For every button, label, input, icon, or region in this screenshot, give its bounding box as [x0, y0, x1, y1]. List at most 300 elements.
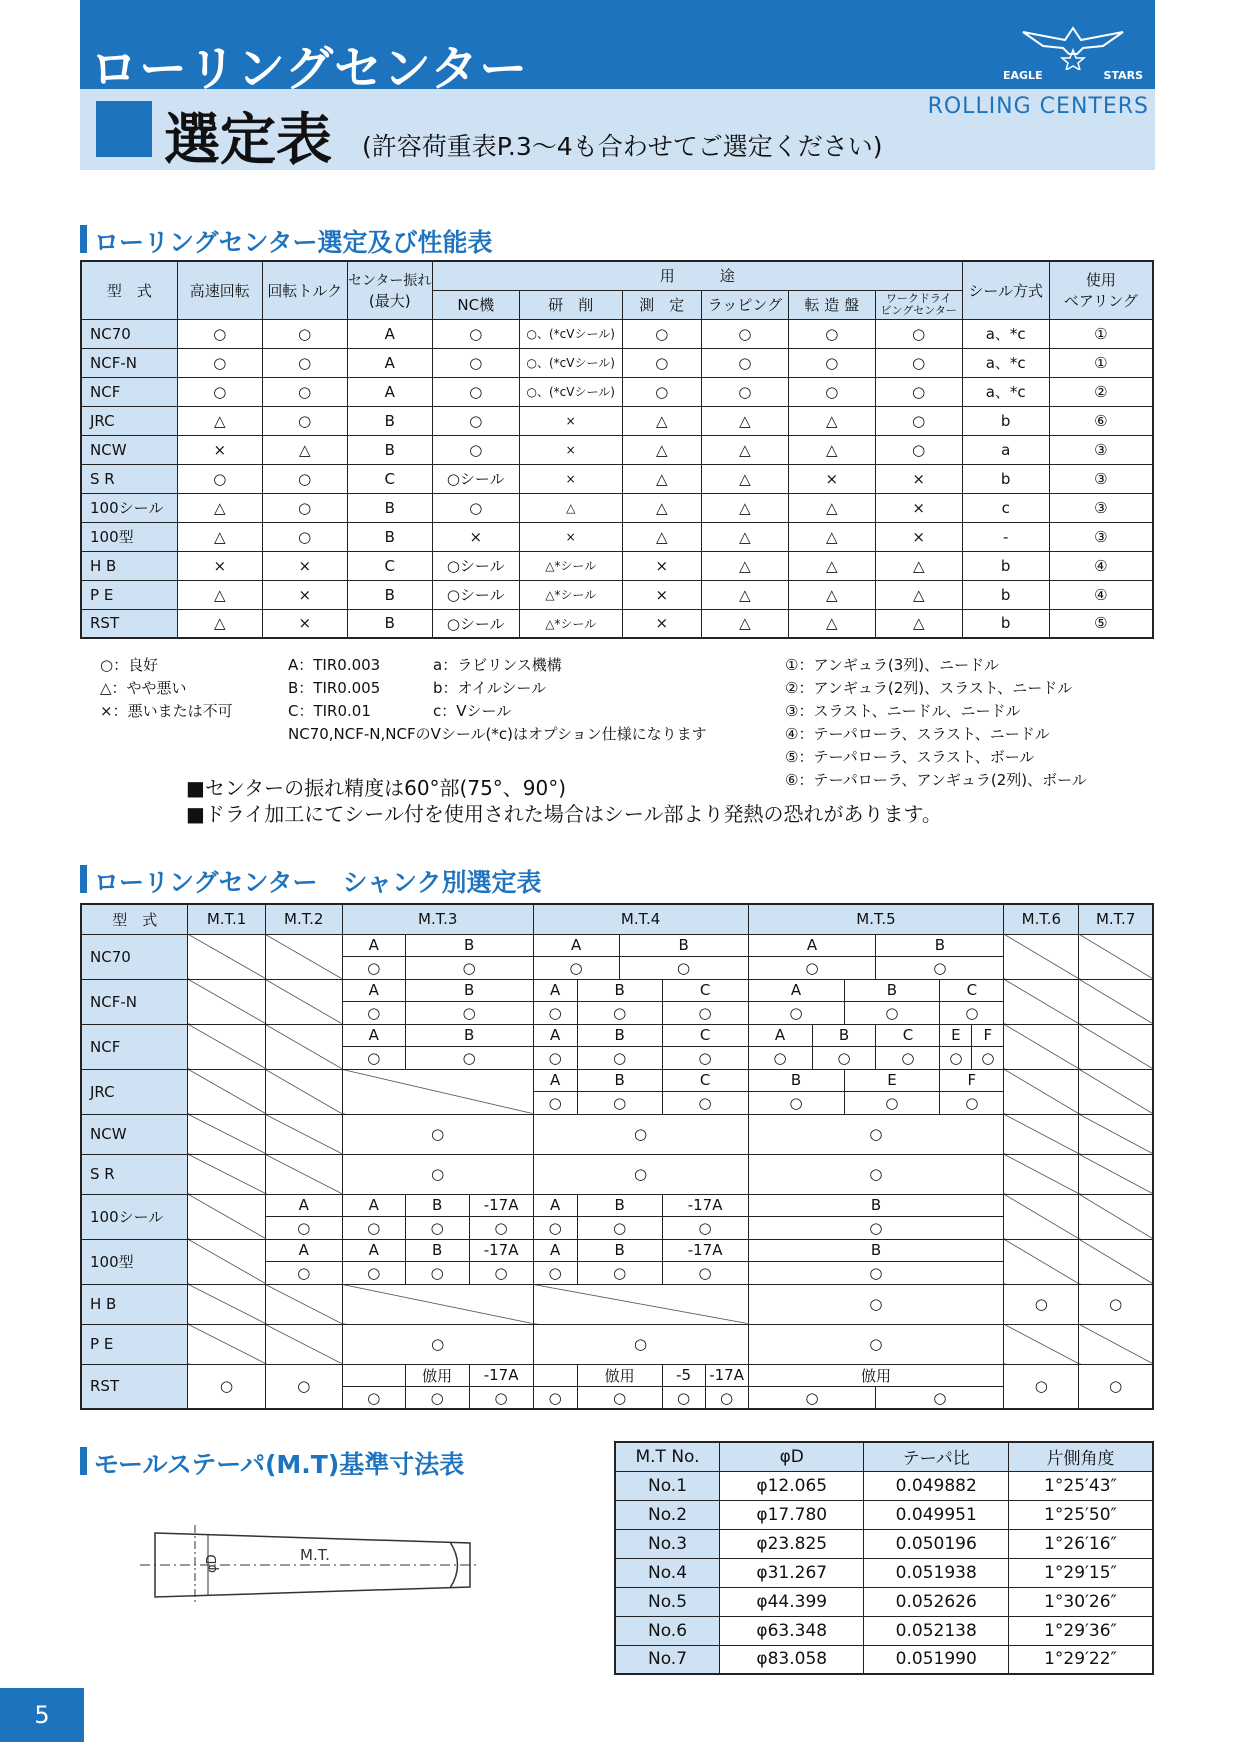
value-cell: A: [347, 319, 432, 348]
note-dry: ■ドライ加工にてシール付を使用された場合はシール部より発熱の恐れがあります。: [186, 802, 942, 826]
shank-na: [1079, 1324, 1153, 1364]
hdr-bearing-b: ベアリング: [1063, 292, 1138, 311]
performance-row: [81, 464, 1153, 493]
value-cell: ○: [262, 406, 347, 435]
shank-label: B: [577, 1194, 662, 1217]
shank-ok: ○: [405, 1047, 533, 1070]
shank-model-ncw: NCW: [81, 1114, 188, 1154]
hdr-roll: 転 造 盤: [788, 290, 875, 319]
hdr-torque: 回転トルク: [262, 261, 347, 319]
value-cell: △: [788, 522, 875, 551]
shank-na: [188, 1324, 265, 1364]
value-cell: ○: [432, 493, 519, 522]
value-cell: ③: [1049, 464, 1153, 493]
shank-label: B: [748, 1069, 844, 1092]
shank-ok: ○: [342, 1262, 405, 1285]
shank-na: [1079, 934, 1153, 979]
value-cell: ⑤: [1049, 609, 1153, 638]
model-cell: JRC: [81, 406, 177, 435]
shank-label: A: [533, 1239, 577, 1262]
hdr-runout: [347, 261, 432, 319]
shank-na: [1004, 1114, 1079, 1154]
mt-value-cell: φ23.825: [720, 1529, 864, 1558]
shank-na: [1004, 1194, 1079, 1239]
shank-ok: ○: [972, 1047, 1004, 1070]
shank-ok: ○: [876, 957, 1004, 980]
mt-value-cell: 0.049882: [864, 1471, 1009, 1500]
hdr-runout-main: センター振れ: [347, 272, 432, 289]
shank-model-rst: RST: [81, 1364, 188, 1409]
value-cell: ×: [519, 522, 622, 551]
shank-hdr-mt5: M.T.5: [748, 904, 1004, 934]
shank-label: C: [662, 979, 748, 1002]
value-cell: ④: [1049, 551, 1153, 580]
legend-good: ○：良好: [100, 656, 159, 674]
value-cell: ○: [432, 406, 519, 435]
legend-seal-c: c：Vシール: [433, 702, 512, 720]
value-cell: ×: [622, 580, 701, 609]
shank-label: C: [662, 1069, 748, 1092]
shank-label: -17A: [469, 1194, 533, 1217]
shank-model-jrc: JRC: [81, 1069, 188, 1114]
mt-value-cell: 1°25′50″: [1009, 1500, 1154, 1529]
hdr-usage: 用 途: [432, 261, 962, 290]
value-cell: △: [177, 580, 262, 609]
shank-ok: ○: [577, 1387, 662, 1410]
shank-ok: ○: [577, 1047, 662, 1070]
shank-ok: ○: [940, 1092, 1004, 1115]
shank-label: -17A: [469, 1364, 533, 1387]
value-cell: △: [701, 551, 788, 580]
shank-ok: ○: [1079, 1364, 1153, 1409]
shank-na: [1079, 1154, 1153, 1194]
value-cell: ○: [262, 493, 347, 522]
value-cell: △: [788, 493, 875, 522]
shank-blank: [342, 1364, 405, 1387]
shank-table: [80, 903, 1154, 1410]
value-cell: △: [622, 464, 701, 493]
shank-ok: ○: [748, 1092, 844, 1115]
shank-label: B: [577, 1069, 662, 1092]
shank-ok: ○: [533, 1002, 577, 1025]
model-cell: NCF: [81, 377, 177, 406]
legend-bearing-1: ①：アンギュラ(3列)、ニードル: [785, 656, 1000, 674]
shank-label: A: [342, 1024, 405, 1047]
value-cell: ○: [701, 348, 788, 377]
diagram-mt-label: M.T.: [300, 1546, 330, 1564]
hdr-workdry-a: ワークドライ: [885, 291, 952, 305]
shank-ok: ○: [844, 1092, 940, 1115]
value-cell: ○、(*cVシール): [519, 348, 622, 377]
logo-left-text: EAGLE: [1003, 69, 1043, 82]
shank-label: A: [748, 979, 844, 1002]
shank-na: [1079, 979, 1153, 1024]
value-cell: ○: [875, 377, 962, 406]
hdr-seal: シール方式: [962, 261, 1049, 319]
legend-tir-a: A：TIR0.003: [288, 656, 381, 674]
value-cell: △: [177, 493, 262, 522]
value-cell: ×: [622, 609, 701, 638]
value-cell: △*シール: [519, 580, 622, 609]
shank-na: [1079, 1069, 1153, 1114]
shank-label: B: [577, 1239, 662, 1262]
section-shank-title: ローリングセンター シャンク別選定表: [80, 863, 542, 899]
shank-na: [188, 979, 265, 1024]
shank-ok: ○: [533, 1262, 577, 1285]
mt-no-cell: No.1: [615, 1471, 720, 1500]
value-cell: a、*c: [962, 377, 1049, 406]
value-cell: B: [347, 522, 432, 551]
legend-tir: [288, 654, 380, 723]
shank-label: A: [533, 1024, 577, 1047]
shank-na: [188, 1239, 265, 1284]
shank-na: [1004, 934, 1079, 979]
legend-bad: ×：悪いまたは不可: [100, 702, 233, 720]
shank-ok: ○: [1004, 1364, 1079, 1409]
shank-ok: ○: [405, 957, 533, 980]
value-cell: ×: [519, 464, 622, 493]
performance-row: [81, 377, 1153, 406]
shank-label: A: [342, 1194, 405, 1217]
mt-value-cell: 0.052138: [864, 1616, 1009, 1645]
value-cell: △: [875, 551, 962, 580]
shank-label: B: [748, 1194, 1004, 1217]
value-cell: ①: [1049, 348, 1153, 377]
value-cell: ○: [875, 319, 962, 348]
model-cell: NCW: [81, 435, 177, 464]
shank-label: A: [533, 979, 577, 1002]
value-cell: △*シール: [519, 609, 622, 638]
value-cell: ×: [262, 551, 347, 580]
shank-ok: ○: [748, 1002, 844, 1025]
shank-ok: ○: [748, 957, 876, 980]
legend-bearing-4: ④：テーパローラ、スラスト、ニードル: [785, 725, 1050, 743]
value-cell: ○: [432, 377, 519, 406]
mt-row: [615, 1558, 1153, 1587]
value-cell: ×: [875, 464, 962, 493]
value-cell: △: [875, 609, 962, 638]
value-cell: ③: [1049, 522, 1153, 551]
shank-label: -17A: [662, 1239, 748, 1262]
value-cell: ○: [875, 406, 962, 435]
shank-label: F: [972, 1024, 1004, 1047]
mt-value-cell: 1°29′15″: [1009, 1558, 1154, 1587]
value-cell: A: [347, 377, 432, 406]
shank-label: -5: [662, 1364, 705, 1387]
mt-row: [615, 1587, 1153, 1616]
value-cell: △: [701, 464, 788, 493]
shank-ok: ○: [876, 1387, 1004, 1410]
diagram-d-label: φD: [205, 1554, 220, 1573]
value-cell: A: [347, 348, 432, 377]
value-cell: ○: [622, 348, 701, 377]
shank-ok: ○: [342, 1114, 533, 1154]
legend-bearing-2: ②：アンギュラ(2列)、スラスト、ニードル: [785, 679, 1073, 697]
shank-ok: ○: [748, 1047, 812, 1070]
shank-ok: ○: [342, 1387, 405, 1410]
value-cell: ○: [262, 377, 347, 406]
shank-ok: ○: [533, 1154, 748, 1194]
value-cell: ×: [262, 609, 347, 638]
mt-table: [614, 1441, 1154, 1675]
shank-model-100seal: 100シール: [81, 1194, 188, 1239]
shank-label: A: [748, 934, 876, 957]
value-cell: △: [788, 435, 875, 464]
model-cell: 100型: [81, 522, 177, 551]
shank-ok: ○: [577, 1262, 662, 1285]
mt-no-cell: No.3: [615, 1529, 720, 1558]
value-cell: △: [701, 609, 788, 638]
mt-value-cell: 1°26′16″: [1009, 1529, 1154, 1558]
value-cell: ×: [177, 551, 262, 580]
shank-ok: ○: [1079, 1284, 1153, 1324]
hdr-bearing: [1049, 261, 1153, 319]
legend-seal-a: a：ラビリンス機構: [433, 656, 562, 674]
value-cell: B: [347, 435, 432, 464]
performance-row: [81, 348, 1153, 377]
value-cell: △: [622, 435, 701, 464]
shank-ok: ○: [405, 1387, 469, 1410]
shank-na: [188, 1154, 265, 1194]
shank-ok: ○: [533, 1092, 577, 1115]
value-cell: △: [701, 435, 788, 464]
value-cell: ○: [701, 319, 788, 348]
shank-ok: ○: [748, 1324, 1004, 1364]
mt-value-cell: φ31.267: [720, 1558, 864, 1587]
shank-ok: ○: [533, 1114, 748, 1154]
value-cell: △: [875, 580, 962, 609]
shank-ok: ○: [1004, 1284, 1079, 1324]
shank-na: [265, 1024, 342, 1069]
mt-value-cell: φ44.399: [720, 1587, 864, 1616]
shank-ok: ○: [577, 1217, 662, 1240]
shank-na: [342, 1284, 533, 1324]
value-cell: ○シール: [432, 580, 519, 609]
shank-ok: ○: [748, 1154, 1004, 1194]
value-cell: △: [788, 551, 875, 580]
shank-ok: ○: [342, 1217, 405, 1240]
value-cell: -: [962, 522, 1049, 551]
shank-ok: ○: [662, 1387, 705, 1410]
value-cell: ×: [875, 493, 962, 522]
shank-ok: ○: [876, 1047, 940, 1070]
page-title: ローリングセンター: [90, 41, 529, 97]
value-cell: △: [622, 406, 701, 435]
shank-na: [265, 1114, 342, 1154]
mt-no-cell: No.5: [615, 1587, 720, 1616]
shank-ok: ○: [662, 1092, 748, 1115]
legend-symbols: [100, 654, 233, 723]
performance-row: [81, 522, 1153, 551]
shank-label: 倣用: [405, 1364, 469, 1387]
shank-label: B: [844, 979, 940, 1002]
shank-label: B: [405, 979, 533, 1002]
value-cell: ①: [1049, 319, 1153, 348]
shank-model-pe: P E: [81, 1324, 188, 1364]
value-cell: ×: [875, 522, 962, 551]
value-cell: ○: [788, 348, 875, 377]
hdr-workdry-b: ビングセンター: [880, 303, 957, 317]
value-cell: b: [962, 551, 1049, 580]
page-header: [80, 0, 1155, 173]
shank-blank: [533, 1364, 577, 1387]
value-cell: ○: [432, 348, 519, 377]
mt-value-cell: 0.049951: [864, 1500, 1009, 1529]
mt-row: [615, 1616, 1153, 1645]
shank-ok: ○: [533, 1217, 577, 1240]
shank-label: C: [662, 1024, 748, 1047]
note-runout: ■センターの振れ精度は60°部(75°、90°): [186, 776, 567, 800]
shank-label: E: [844, 1069, 940, 1092]
morse-taper-diagram: [140, 1505, 480, 1625]
value-cell: ○シール: [432, 551, 519, 580]
shank-na: [188, 934, 265, 979]
legend-seal-b: b：オイルシール: [433, 679, 547, 697]
shank-ok: ○: [940, 1047, 972, 1070]
value-cell: △: [701, 406, 788, 435]
value-cell: ○: [622, 377, 701, 406]
value-cell: ③: [1049, 493, 1153, 522]
shank-ok: ○: [265, 1217, 342, 1240]
value-cell: c: [962, 493, 1049, 522]
shank-hdr-mt3: M.T.3: [342, 904, 533, 934]
shank-na: [1004, 1024, 1079, 1069]
shank-label: B: [405, 1024, 533, 1047]
shank-ok: ○: [662, 1002, 748, 1025]
value-cell: ○、(*cVシール): [519, 319, 622, 348]
value-cell: △: [701, 522, 788, 551]
shank-ok: ○: [662, 1217, 748, 1240]
shank-hdr-mt2: M.T.2: [265, 904, 342, 934]
value-cell: ×: [519, 406, 622, 435]
shank-model-ncfn: NCF-N: [81, 979, 188, 1024]
shank-ok: ○: [533, 1387, 577, 1410]
value-cell: ×: [519, 435, 622, 464]
value-cell: ○: [177, 319, 262, 348]
value-cell: △: [788, 609, 875, 638]
shank-ok: ○: [342, 1047, 405, 1070]
shank-na: [1004, 1324, 1079, 1364]
value-cell: ○: [262, 464, 347, 493]
shank-ok: ○: [469, 1387, 533, 1410]
mt-no-cell: No.6: [615, 1616, 720, 1645]
shank-ok: ○: [265, 1364, 342, 1409]
performance-row: [81, 580, 1153, 609]
performance-table: [80, 260, 1154, 639]
value-cell: b: [962, 609, 1049, 638]
eagle-stars-logo: [1003, 20, 1143, 82]
shank-label: 倣用: [748, 1364, 1004, 1387]
shank-na: [1079, 1114, 1153, 1154]
mt-value-cell: 0.051938: [864, 1558, 1009, 1587]
shank-na: [265, 934, 342, 979]
performance-row: [81, 609, 1153, 638]
shank-ok: ○: [662, 1047, 748, 1070]
value-cell: ○: [875, 348, 962, 377]
mt-hdr-no: M.T No.: [615, 1442, 720, 1471]
section-performance-title: ローリングセンター選定及び性能表: [80, 223, 493, 259]
mt-value-cell: 1°29′22″: [1009, 1645, 1154, 1674]
value-cell: △: [701, 580, 788, 609]
shank-label: B: [577, 979, 662, 1002]
shank-ok: ○: [405, 1217, 469, 1240]
shank-ok: ○: [265, 1262, 342, 1285]
shank-label: F: [940, 1069, 1004, 1092]
model-cell: H B: [81, 551, 177, 580]
value-cell: ○: [788, 319, 875, 348]
value-cell: B: [347, 493, 432, 522]
shank-label: A: [265, 1194, 342, 1217]
value-cell: ③: [1049, 435, 1153, 464]
mt-value-cell: 0.051990: [864, 1645, 1009, 1674]
shank-label: B: [405, 1194, 469, 1217]
value-cell: ○: [262, 522, 347, 551]
mt-value-cell: 1°29′36″: [1009, 1616, 1154, 1645]
model-cell: RST: [81, 609, 177, 638]
performance-row: [81, 319, 1153, 348]
value-cell: △: [519, 493, 622, 522]
legend-bearing: [785, 654, 1087, 792]
shank-ok: ○: [342, 957, 405, 980]
hdr-nc: NC機: [432, 290, 519, 319]
value-cell: △: [262, 435, 347, 464]
value-cell: △: [788, 406, 875, 435]
value-cell: a、*c: [962, 319, 1049, 348]
shank-na: [188, 1024, 265, 1069]
shank-ok: ○: [748, 1284, 1004, 1324]
shank-hdr-model: 型 式: [81, 904, 188, 934]
shank-ok: ○: [619, 957, 748, 980]
mt-value-cell: 1°30′26″: [1009, 1587, 1154, 1616]
shank-model-sr: S R: [81, 1154, 188, 1194]
legend-fair: △：やや悪い: [100, 679, 187, 697]
shank-na: [533, 1284, 748, 1324]
performance-row: [81, 406, 1153, 435]
shank-label: B: [619, 934, 748, 957]
section-mt-title: モールステーパ(M.T)基準寸法表: [80, 1445, 464, 1481]
shank-ok: ○: [405, 1262, 469, 1285]
hdr-workdry: [875, 290, 962, 319]
shank-ok: ○: [342, 1324, 533, 1364]
shank-ok: ○: [533, 1047, 577, 1070]
mt-row: [615, 1500, 1153, 1529]
value-cell: △: [177, 609, 262, 638]
shank-na: [1004, 1239, 1079, 1284]
shank-hdr-mt7: M.T.7: [1079, 904, 1153, 934]
legend-bearing-3: ③：スラスト、ニードル、ニードル: [785, 702, 1021, 720]
value-cell: ○シール: [432, 609, 519, 638]
value-cell: ○シール: [432, 464, 519, 493]
shank-label: A: [533, 934, 619, 957]
value-cell: ×: [177, 435, 262, 464]
shank-hdr-mt6: M.T.6: [1004, 904, 1079, 934]
shank-na: [1079, 1239, 1153, 1284]
value-cell: a: [962, 435, 1049, 464]
value-cell: ②: [1049, 377, 1153, 406]
performance-row: [81, 551, 1153, 580]
value-cell: C: [347, 551, 432, 580]
subtitle-main: 選定表: [164, 108, 332, 173]
mt-no-cell: No.7: [615, 1645, 720, 1674]
shank-label: E: [940, 1024, 972, 1047]
shank-label: A: [265, 1239, 342, 1262]
value-cell: B: [347, 406, 432, 435]
shank-label: B: [748, 1239, 1004, 1262]
hdr-measure: 測 定: [622, 290, 701, 319]
shank-ok: ○: [748, 1114, 1004, 1154]
shank-ok: ○: [405, 1002, 533, 1025]
shank-na: [188, 1069, 265, 1114]
